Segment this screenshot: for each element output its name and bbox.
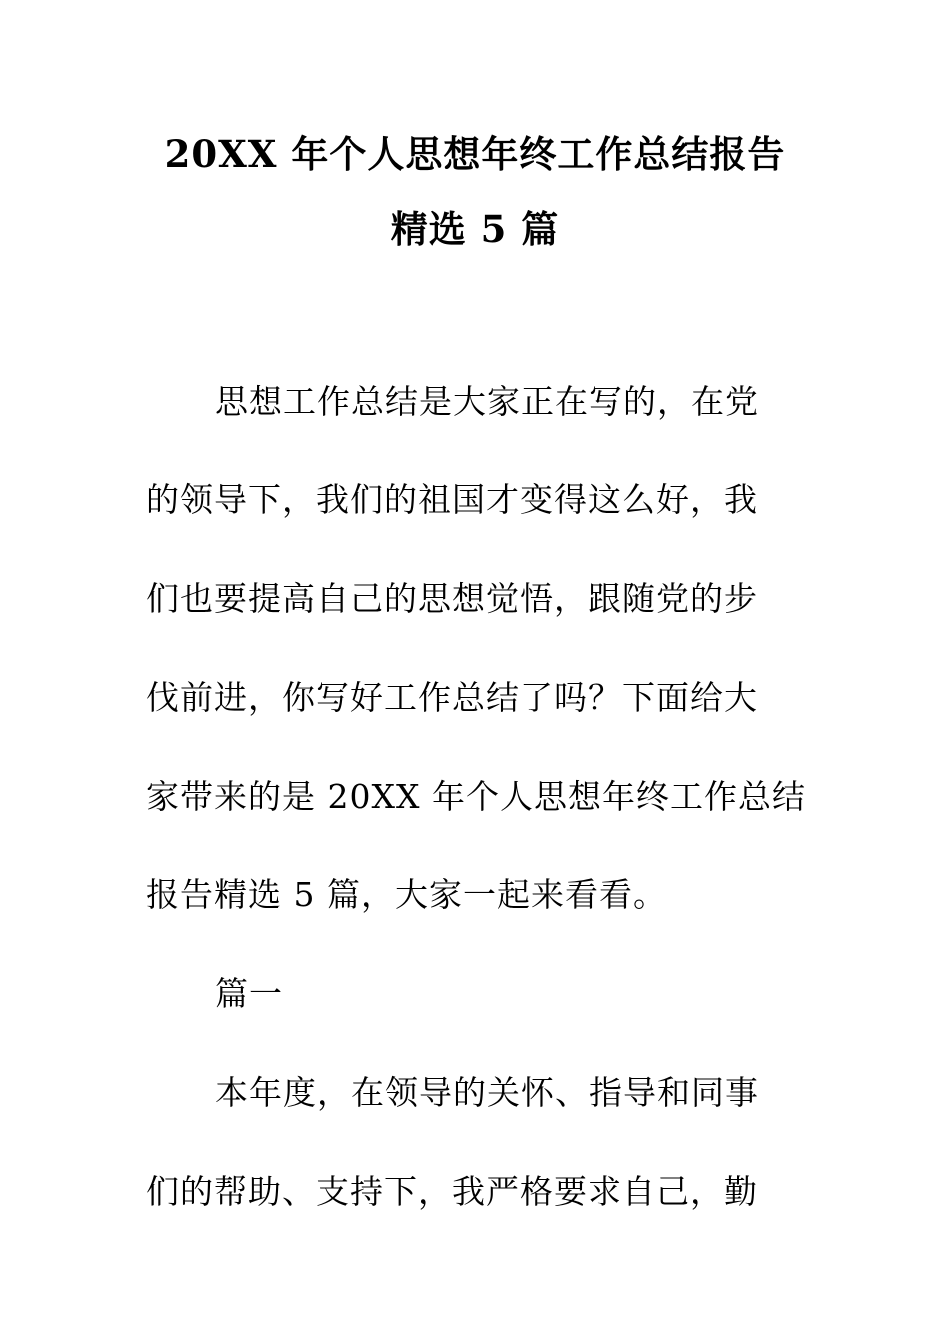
part-one-paragraph-line-1: 本年度，在领导的关怀、指导和同事 xyxy=(215,1073,759,1112)
intro-paragraph-line-6: 报告精选 5 篇，大家一起来看看。 xyxy=(146,875,667,914)
intro-paragraph-line-1: 思想工作总结是大家正在写的，在党 xyxy=(215,382,759,421)
document-title-line-1: 20XX 年个人思想年终工作总结报告 xyxy=(164,132,786,176)
section-heading-part-one: 篇一 xyxy=(215,974,283,1013)
part-one-paragraph-line-2: 们的帮助、支持下，我严格要求自己，勤 xyxy=(146,1172,758,1211)
intro-paragraph-line-2: 的领导下，我们的祖国才变得这么好，我 xyxy=(146,480,758,519)
document-title-line-2: 精选 5 篇 xyxy=(390,207,560,251)
intro-paragraph-line-4: 伐前进，你写好工作总结了吗？下面给大 xyxy=(146,678,758,717)
intro-paragraph-line-5: 家带来的是 20XX 年个人思想年终工作总结 xyxy=(146,777,806,816)
intro-paragraph-line-3: 们也要提高自己的思想觉悟，跟随党的步 xyxy=(146,579,758,618)
